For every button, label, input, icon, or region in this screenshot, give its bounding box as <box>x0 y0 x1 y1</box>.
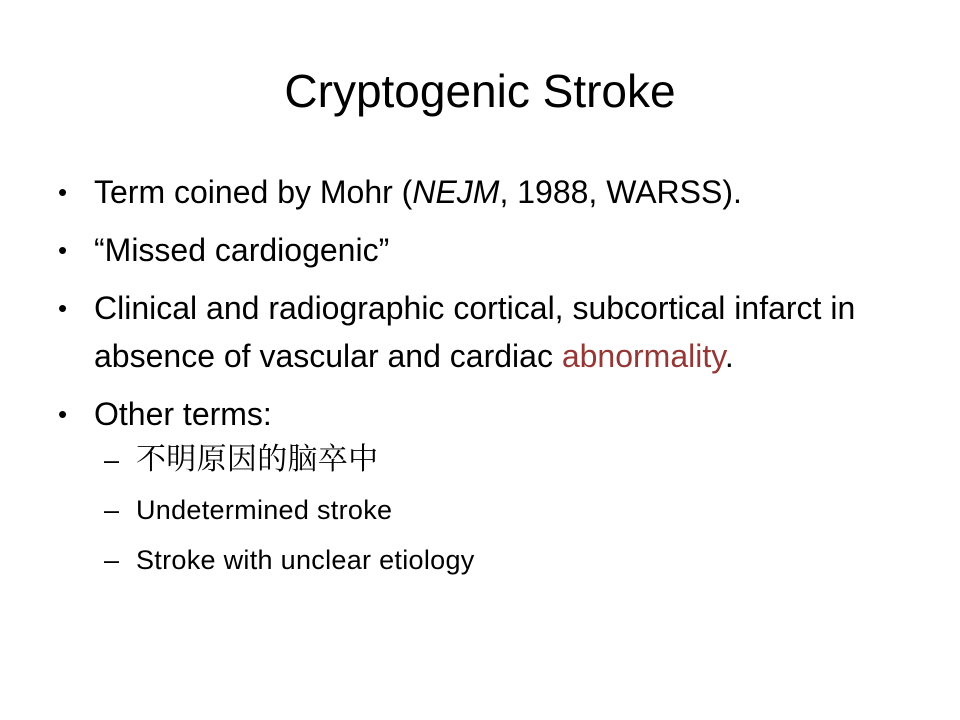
bullet-text: Clinical and radiographic cortical, subcortical infarct in absence of vascular and cardiac <box>94 290 856 374</box>
bullet-item <box>56 226 916 274</box>
sub-bullet-text: 不明原因的脑卒中 <box>136 443 379 476</box>
bullet-icon: • <box>58 235 68 265</box>
dash-icon: – <box>104 445 120 475</box>
dash-icon: – <box>104 545 120 575</box>
bullet-text: Term coined by Mohr ( <box>94 174 413 210</box>
bullet-text: . <box>724 338 734 374</box>
bullet-text: Other terms: <box>94 396 272 432</box>
slide-title: Cryptogenic Stroke <box>284 65 676 117</box>
sub-bullet-item <box>94 542 916 578</box>
bullet-list <box>56 168 916 592</box>
bullet-icon: • <box>58 293 68 323</box>
bullet-text: “Missed cardiogenic” <box>94 232 390 268</box>
bullet-item <box>56 168 916 216</box>
bullet-item <box>56 390 916 578</box>
bullet-icon: • <box>58 399 68 429</box>
bullet-text-accent: abnormality <box>561 338 725 374</box>
dash-icon: – <box>104 495 120 525</box>
sub-bullet-text: Undetermined stroke <box>136 495 393 525</box>
sub-bullet-item <box>94 442 916 478</box>
bullet-text-italic: NEJM <box>412 174 500 210</box>
sub-bullet-list <box>94 442 916 578</box>
bullet-text: , 1988, WARSS). <box>499 174 742 210</box>
sub-bullet-text: Stroke with unclear etiology <box>136 545 475 575</box>
sub-bullet-item <box>94 492 916 528</box>
bullet-icon: • <box>58 177 68 207</box>
bullet-item <box>56 284 916 380</box>
